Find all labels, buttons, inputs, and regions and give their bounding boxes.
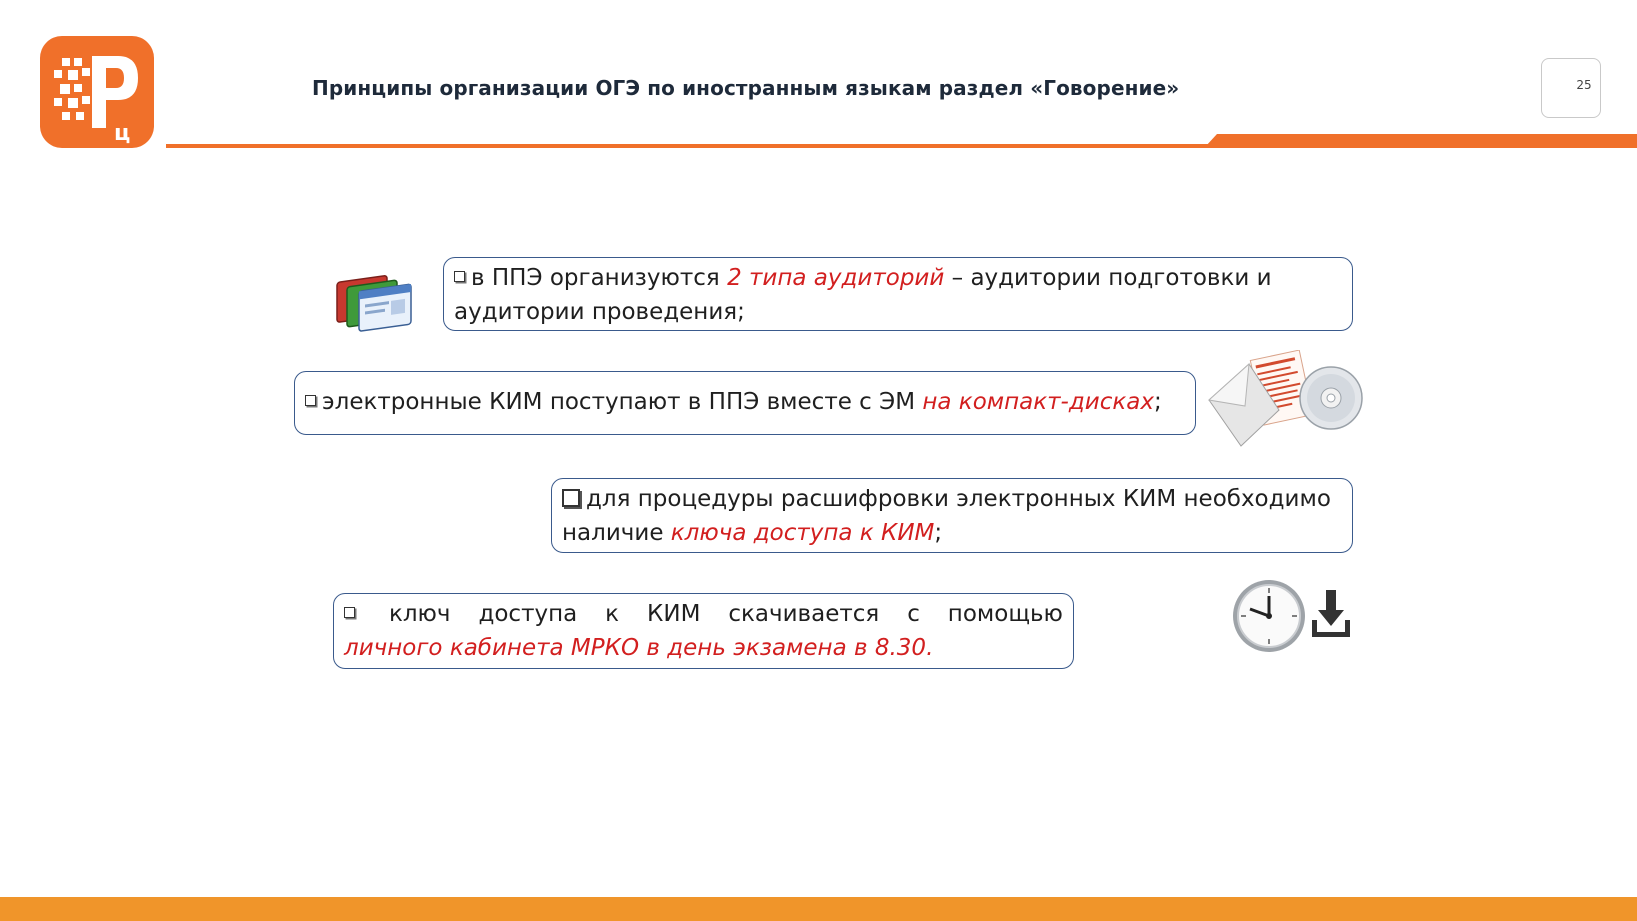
bullet-wrap [344, 597, 361, 631]
word: к [605, 601, 620, 627]
word: доступа [478, 601, 578, 627]
bullet-icon [344, 607, 355, 618]
item-text-end: – аудитории подготовки и аудитории проведения; [454, 265, 1272, 325]
bullet-icon [305, 395, 316, 406]
info-box-key [551, 478, 1353, 553]
item-text: электронные КИМ поступают в ППЭ вместе с ЭМ [322, 389, 923, 415]
info-box-audiences [443, 257, 1353, 331]
info-box-cd [294, 371, 1196, 435]
rc-logo [40, 36, 154, 148]
clock-download-icon [1232, 576, 1356, 662]
item-text-end: ; [934, 520, 943, 546]
word: скачивается [728, 601, 880, 627]
bullet-icon [454, 271, 465, 282]
envelope-disc-icon [1205, 350, 1365, 454]
word: КИМ [647, 601, 701, 627]
info-box-download [333, 593, 1074, 669]
item-highlight: личного кабинета МРКО в день экзамена в 8.30. [344, 635, 934, 661]
justified-line [344, 597, 1063, 631]
windows-stack-icon [333, 265, 417, 341]
item-text-end: ; [1153, 389, 1162, 415]
word: ключ [388, 601, 451, 627]
page-number: 25 [1576, 78, 1592, 92]
bullet-icon [562, 489, 580, 507]
item-text: для процедуры расшифровки электронных КИМ необходимо наличие [562, 486, 1331, 546]
svg-text:ц: ц [114, 121, 131, 146]
item-highlight: на компакт-дисках [922, 389, 1154, 415]
header-rule-accent [1205, 134, 1637, 147]
item-highlight: 2 типа аудиторий [727, 265, 945, 291]
item-highlight: ключа доступа к КИМ [670, 520, 935, 546]
logo-mark-icon [40, 36, 154, 148]
footer-bar [0, 897, 1637, 921]
item-text: в ППЭ организуются [471, 265, 728, 291]
page-title: Принципы организации ОГЭ по иностранным языкам раздел «Говорение» [312, 76, 1180, 100]
word: помощью [947, 601, 1063, 627]
word: с [907, 601, 920, 627]
